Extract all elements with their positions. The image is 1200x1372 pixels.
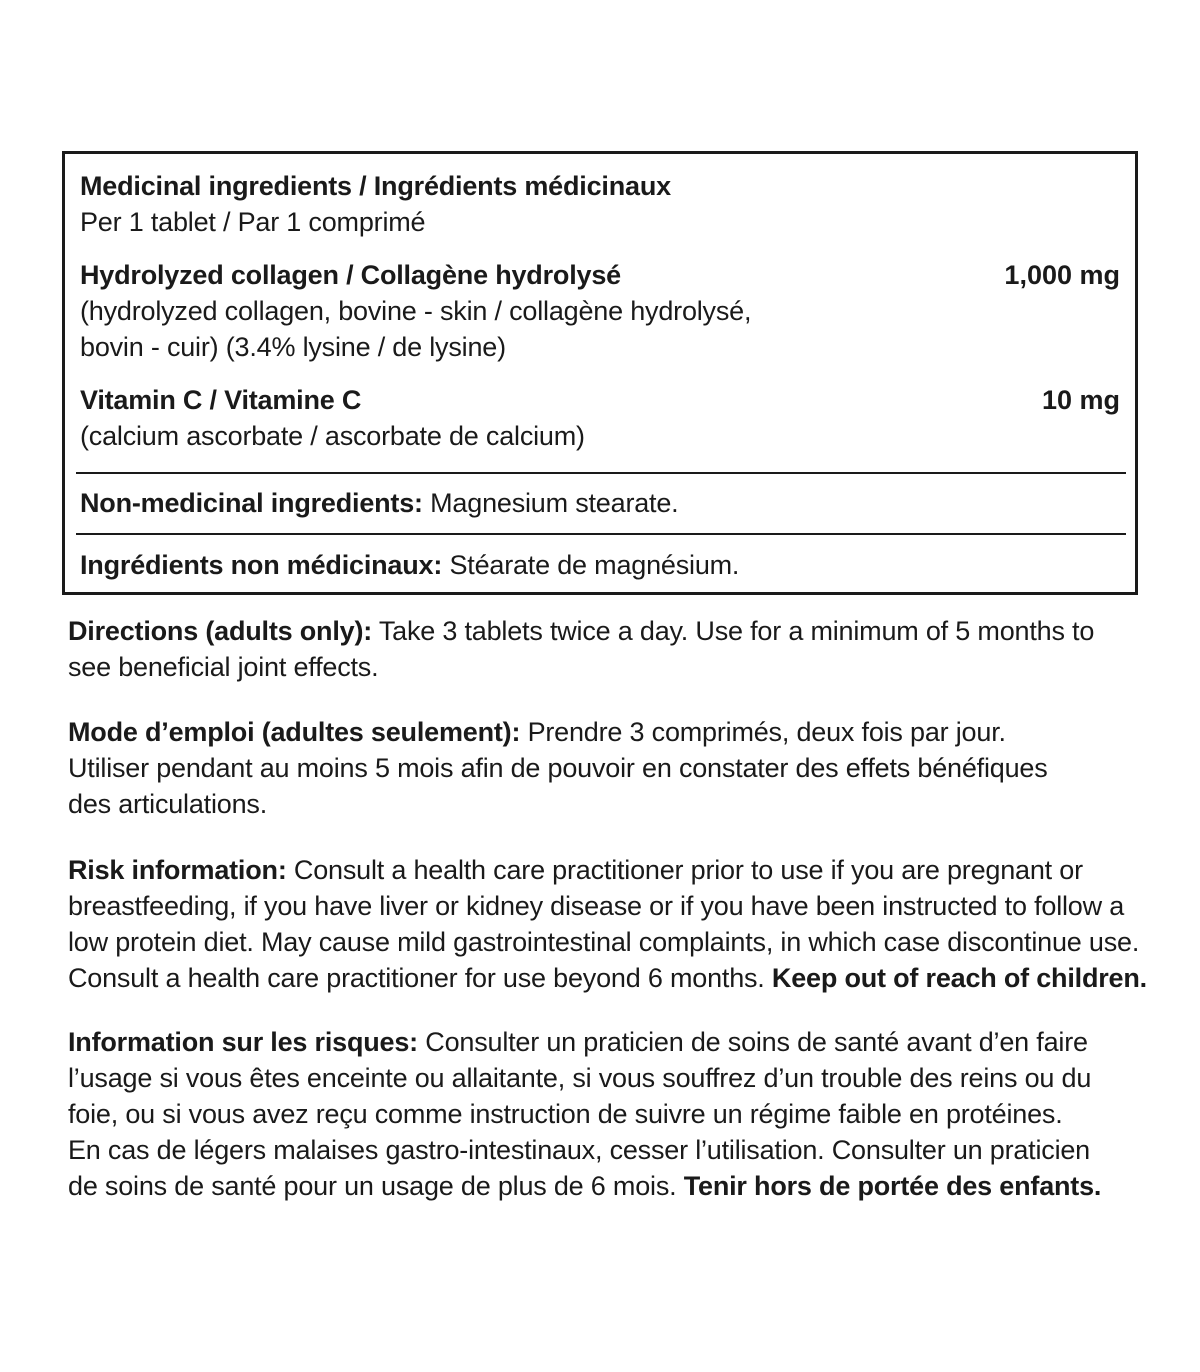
risk-fr-line: En cas de légers malaises gastro-intestinaux, cesser l’utilisation. Consulter un praticien [68, 1135, 1091, 1165]
non-medicinal-en [80, 485, 678, 521]
risk-fr-line [68, 1168, 1168, 1204]
risk-en-line [68, 852, 1168, 888]
ingredient-name-vitamin-c: Vitamin C / Vitamine C [80, 385, 362, 415]
directions-en-line: see beneficial joint effects. [68, 652, 379, 682]
directions-fr-line: des articulations. [68, 789, 268, 819]
ingredient-detail-collagen-1: (hydrolyzed collagen, bovine - skin / collagène hydrolysé, [80, 296, 752, 326]
directions-en-line [68, 613, 1168, 649]
non-medicinal-fr-value: Stéarate de magnésium. [442, 550, 740, 580]
risk-fr-label: Information sur les risques: [68, 1027, 418, 1057]
directions-fr-text: Prendre 3 comprimés, deux fois par jour. [520, 717, 1006, 747]
ingredient-amount-vitamin-c: 10 mg [1041, 385, 1120, 415]
directions-en-text: Take 3 tablets twice a day. Use for a minimum of 5 months to [372, 616, 1095, 646]
directions-fr-line [68, 714, 1168, 750]
risk-en-warning: Keep out of reach of children. [771, 963, 1147, 993]
non-medicinal-fr-label: Ingrédients non médicinaux: [80, 550, 443, 580]
risk-fr-text: de soins de santé pour un usage de plus de 6 mois. [68, 1171, 684, 1201]
risk-en-line: low protein diet. May cause mild gastrointestinal complaints, in which case discontinue use. [68, 927, 1140, 957]
per-unit-text: Per 1 tablet / Par 1 comprimé [80, 207, 426, 237]
risk-fr-line: l’usage si vous êtes enceinte ou allaitante, si vous souffrez d’un trouble des reins ou du [68, 1063, 1092, 1093]
ingredient-detail-vitamin-c: (calcium ascorbate / ascorbate de calcium) [80, 421, 585, 451]
risk-fr-line [68, 1024, 1168, 1060]
risk-fr-warning: Tenir hors de portée des enfants. [683, 1171, 1102, 1201]
ingredient-amount-collagen: 1,000 mg [1004, 260, 1120, 290]
ingredient-detail-collagen-2: bovin - cuir) (3.4% lysine / de lysine) [80, 332, 506, 362]
medicinal-heading: Medicinal ingredients / Ingrédients médicinaux [80, 171, 671, 201]
directions-fr [68, 714, 1168, 822]
risk-information-en [68, 852, 1168, 996]
risk-en-text: Consult a health care practitioner for use beyond 6 months. [68, 963, 772, 993]
non-medicinal-en-value: Magnesium stearate. [422, 488, 679, 518]
risk-information-fr [68, 1024, 1168, 1204]
non-medicinal-en-label: Non-medicinal ingredients: [80, 488, 423, 518]
directions-en-label: Directions (adults only): [68, 616, 373, 646]
directions-fr-line: Utiliser pendant au moins 5 mois afin de pouvoir en constater des effets bénéfiques [68, 753, 1048, 783]
divider [76, 533, 1126, 535]
directions-fr-label: Mode d’emploi (adultes seulement): [68, 717, 521, 747]
divider [76, 472, 1126, 474]
risk-fr-text: Consulter un praticien de soins de santé avant d’en faire [417, 1027, 1088, 1057]
directions-en [68, 613, 1168, 685]
risk-fr-line: foie, ou si vous avez reçu comme instruction de suivre un régime faible en protéines. [68, 1099, 1063, 1129]
risk-en-label: Risk information: [68, 855, 287, 885]
risk-en-line: breastfeeding, if you have liver or kidney disease or if you have been instructed to follow a [68, 891, 1125, 921]
ingredient-name-collagen: Hydrolyzed collagen / Collagène hydrolysé [80, 260, 621, 290]
non-medicinal-fr [80, 547, 739, 583]
risk-en-line [68, 960, 1168, 996]
risk-en-text: Consult a health care practitioner prior to use if you are pregnant or [286, 855, 1083, 885]
